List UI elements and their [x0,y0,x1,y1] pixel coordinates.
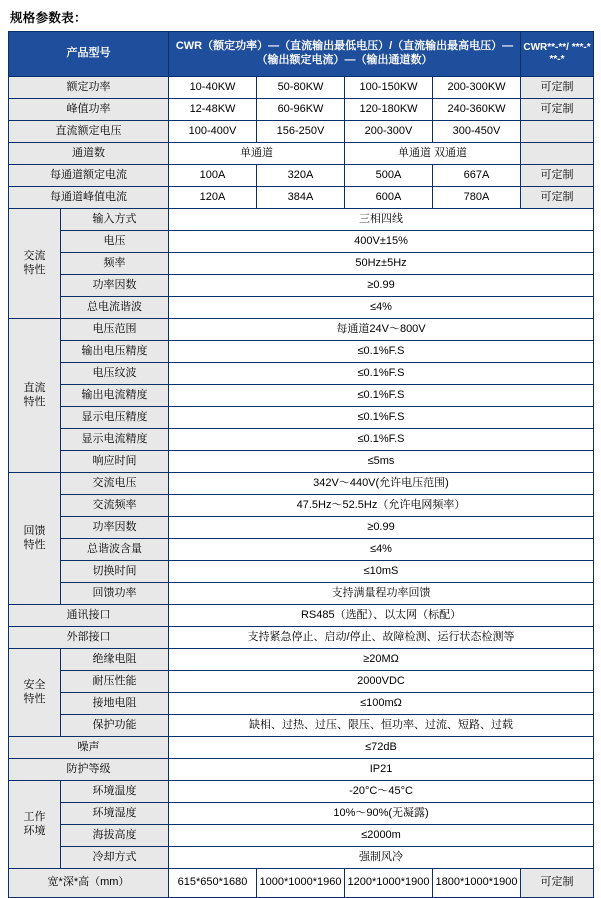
table-row [9,121,594,143]
row-label: 峰值功率 [9,99,169,121]
cell-value: 615*650*1680 [169,869,257,898]
cell-value: 200-300V [345,121,433,143]
table-row [9,539,594,561]
table-row [9,99,594,121]
group-label-dc [9,319,61,473]
table-row [9,517,594,539]
header-model-formula: CWR（额定功率）—（直流输出最低电压）/（直流输出最高电压）—（输出额定电流）—（输出通道数） [169,32,521,77]
row-label: 电压范围 [61,319,169,341]
cell-value: 300-450V [433,121,521,143]
row-label: 通讯接口 [9,605,169,627]
table-row [9,627,594,649]
cell-value: ≥0.99 [169,275,594,297]
row-label: 总谐波含量 [61,539,169,561]
group-label-line: 直流 [23,381,46,394]
group-label-line: 特性 [23,263,46,276]
cell-value: IP21 [169,759,594,781]
cell-custom: 可定制 [521,869,594,898]
row-label: 防护等级 [9,759,169,781]
cell-value: 400V±15% [169,231,594,253]
table-row [9,319,594,341]
cell-value: 500A [345,165,433,187]
table-row [9,407,594,429]
cell-value: ≤5ms [169,451,594,473]
table-row [9,715,594,737]
table-row [9,231,594,253]
cell-value: 240-360KW [433,99,521,121]
group-label-line: 工作 [23,810,46,823]
cell-value: ≥0.99 [169,517,594,539]
cell-value: 320A [257,165,345,187]
cell-value: ≤0.1%F.S [169,429,594,451]
group-label-safety [9,649,61,737]
group-label-feedback [9,473,61,605]
cell-value: 2000VDC [169,671,594,693]
row-label: 耐压性能 [61,671,169,693]
cell-value: ≤4% [169,297,594,319]
row-label: 响应时间 [61,451,169,473]
cell-value: 50Hz±5Hz [169,253,594,275]
cell-value: 支持紧急停止、启动/停止、故障检测、运行状态检测等 [169,627,594,649]
cell-value: 10-40KW [169,77,257,99]
row-label: 接地电阻 [61,693,169,715]
row-label: 绝缘电阻 [61,649,169,671]
group-label-line: 特性 [23,395,46,408]
row-label: 通道数 [9,143,169,165]
table-row [9,385,594,407]
table-row [9,649,594,671]
row-label: 频率 [61,253,169,275]
specification-table [8,31,594,898]
table-row [9,473,594,495]
cell-value: 47.5Hz～52.5Hz（允许电网频率） [169,495,594,517]
table-row [9,825,594,847]
cell-value: ≥20MΩ [169,649,594,671]
cell-value: 50-80KW [257,77,345,99]
row-label: 宽*深*高（mm） [9,869,169,898]
cell-custom: 可定制 [521,99,594,121]
table-row [9,671,594,693]
row-label: 功率因数 [61,275,169,297]
cell-value: 三相四线 [169,209,594,231]
cell-value: 120-180KW [345,99,433,121]
cell-value: 12-48KW [169,99,257,121]
cell-value: 100A [169,165,257,187]
page-title: 规格参数表： [10,11,87,25]
table-row [9,209,594,231]
cell-custom [521,121,594,143]
group-label-line: 交流 [23,249,46,262]
row-label: 显示电流精度 [61,429,169,451]
row-label: 冷却方式 [61,847,169,869]
row-label: 噪声 [9,737,169,759]
table-row [9,605,594,627]
cell-value: 10%～90%(无凝露) [169,803,594,825]
row-label: 电压 [61,231,169,253]
table-row [9,803,594,825]
cell-value: 单通道 双通道 [345,143,521,165]
group-label-line: 特性 [23,692,46,705]
table-row [9,297,594,319]
header-model-code: CWR**-**/ ***-***-* [521,32,594,77]
table-row [9,737,594,759]
cell-value: 缺相、过热、过压、限压、恒功率、过流、短路、过载 [169,715,594,737]
table-row [9,77,594,99]
cell-value: 100-400V [169,121,257,143]
cell-value: ≤4% [169,539,594,561]
group-label-line: 特性 [23,538,46,551]
cell-value: ≤0.1%F.S [169,363,594,385]
table-row [9,451,594,473]
row-label: 输出电流精度 [61,385,169,407]
cell-value: ≤10mS [169,561,594,583]
row-label: 环境湿度 [61,803,169,825]
table-row [9,165,594,187]
cell-value: 1200*1000*1900 [345,869,433,898]
table-row [9,187,594,209]
row-label: 显示电压精度 [61,407,169,429]
cell-value: 342V～440V(允许电压范围) [169,473,594,495]
cell-value: 100-150KW [345,77,433,99]
group-label-environment [9,781,61,869]
cell-custom [521,143,594,165]
cell-custom: 可定制 [521,187,594,209]
table-row [9,275,594,297]
cell-value: 384A [257,187,345,209]
cell-value: ≤0.1%F.S [169,341,594,363]
row-label: 总电流谐波 [61,297,169,319]
row-label: 保护功能 [61,715,169,737]
table-row [9,495,594,517]
cell-value: ≤0.1%F.S [169,385,594,407]
row-label: 直流额定电压 [9,121,169,143]
group-label-line: 环境 [23,824,46,837]
cell-value: 200-300KW [433,77,521,99]
row-label: 电压纹波 [61,363,169,385]
table-row [9,253,594,275]
cell-value: 1000*1000*1960 [257,869,345,898]
row-label: 交流频率 [61,495,169,517]
group-label-ac [9,209,61,319]
cell-value: ≤100mΩ [169,693,594,715]
cell-custom: 可定制 [521,77,594,99]
table-row [9,781,594,803]
row-label: 功率因数 [61,517,169,539]
cell-value: 每通道24V～800V [169,319,594,341]
row-label: 交流电压 [61,473,169,495]
cell-value: RS485（选配）、以太网（标配） [169,605,594,627]
row-label: 海拔高度 [61,825,169,847]
group-label-line: 安全 [23,678,46,691]
table-row [9,143,594,165]
table-row [9,341,594,363]
cell-value: 156-250V [257,121,345,143]
row-label: 输出电压精度 [61,341,169,363]
table-row [9,869,594,898]
row-label: 外部接口 [9,627,169,649]
header-model-label: 产品型号 [9,32,169,77]
cell-value: 1800*1000*1900 [433,869,521,898]
row-label: 额定功率 [9,77,169,99]
cell-value: 780A [433,187,521,209]
cell-value: 120A [169,187,257,209]
cell-value: 60-96KW [257,99,345,121]
cell-value: 600A [345,187,433,209]
cell-value: ≤72dB [169,737,594,759]
table-row [9,561,594,583]
cell-value: 强制风冷 [169,847,594,869]
row-label: 输入方式 [61,209,169,231]
group-label-line: 回馈 [23,524,46,537]
cell-value: 667A [433,165,521,187]
table-row [9,363,594,385]
cell-value: 单通道 [169,143,345,165]
cell-value: ≤2000m [169,825,594,847]
row-label: 每通道峰值电流 [9,187,169,209]
row-label: 每通道额定电流 [9,165,169,187]
table-row [9,583,594,605]
row-label: 回馈功率 [61,583,169,605]
row-label: 环境温度 [61,781,169,803]
cell-value: -20°C～45°C [169,781,594,803]
cell-value: ≤0.1%F.S [169,407,594,429]
row-label: 切换时间 [61,561,169,583]
table-row [9,759,594,781]
table-row [9,847,594,869]
table-row [9,693,594,715]
table-row [9,429,594,451]
cell-custom: 可定制 [521,165,594,187]
cell-value: 支持满量程功率回馈 [169,583,594,605]
